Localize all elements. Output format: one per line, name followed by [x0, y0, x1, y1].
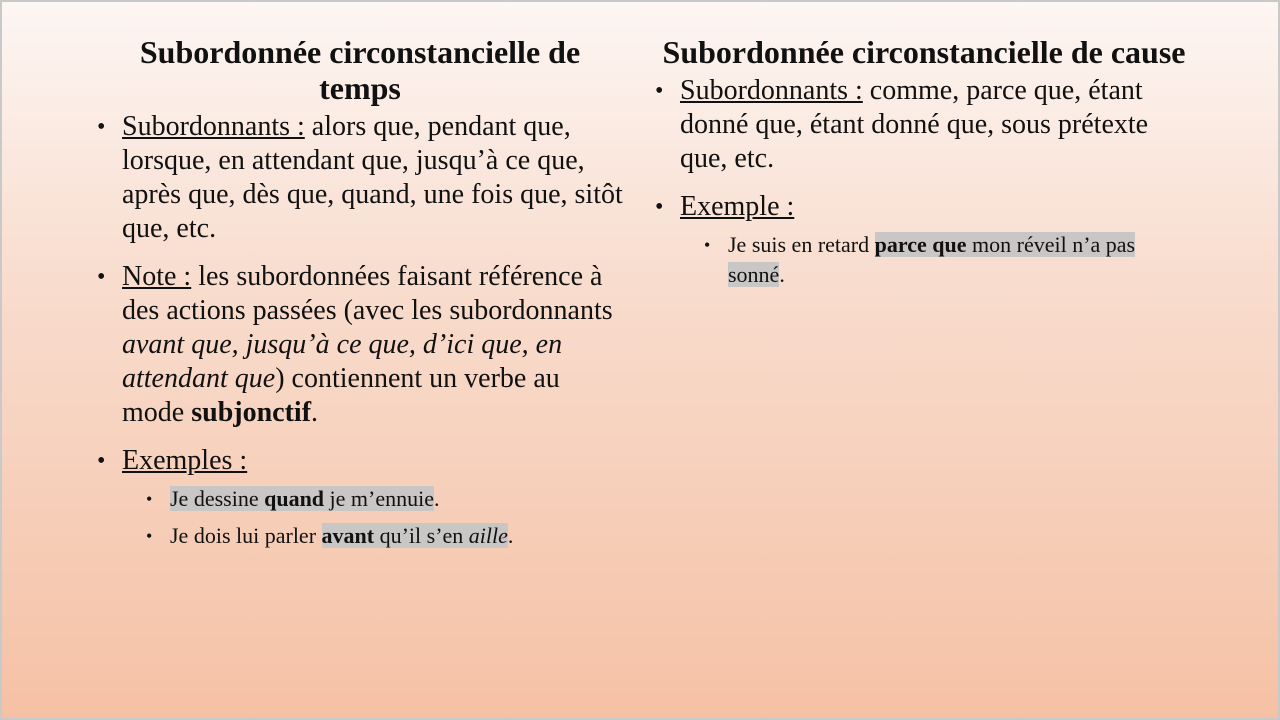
example-italic: aille [468, 523, 508, 548]
subordonnants-label: Subordonnants : [680, 75, 863, 106]
example-item [122, 484, 624, 514]
exemples-label: Exemples : [122, 445, 248, 476]
example-item [680, 230, 1194, 290]
subordonnants-text: comme, parce que, étant donné que, étant donné que, sous prétexte que, etc. [680, 75, 1149, 174]
left-title: Subordonnée circonstancielle de temps [139, 34, 581, 106]
left-examples-list [122, 484, 624, 551]
subordonnants-label: Subordonnants : [122, 111, 305, 142]
example-highlight [322, 523, 508, 548]
right-bullet-list [654, 74, 1194, 290]
example-post: qu’il s’en [374, 523, 469, 548]
right-exemple-item [654, 190, 1194, 290]
right-column [654, 34, 1194, 304]
left-bullet-list [96, 110, 624, 551]
example-end: . [779, 262, 785, 287]
example-keyword: quand [264, 486, 325, 511]
example-keyword: avant [321, 523, 375, 548]
note-italic: avant que, jusqu’à ce que, d’ici que, en attendant que [122, 329, 563, 394]
example-pre: Je dessine [170, 486, 265, 511]
left-subordonnants-item [96, 110, 624, 246]
note-bold: subjonctif [191, 397, 312, 428]
subordonnants-text: alors que, pendant que, lorsque, en attendant que, jusqu’à ce que, après que, dès que, quand, une fois que, sitôt que, etc. [122, 111, 623, 244]
left-note-item [96, 260, 624, 430]
example-pre: Je dois lui parler [170, 523, 322, 548]
right-subordonnants-item [654, 74, 1194, 176]
example-end: . [434, 486, 440, 511]
right-title: Subordonnée circonstancielle de cause [662, 34, 1186, 70]
right-examples-list [680, 230, 1194, 290]
example-highlight [170, 486, 434, 511]
left-column [96, 34, 624, 565]
note-text-2: ) contiennent un verbe au mode [122, 363, 560, 428]
example-keyword: parce que [874, 232, 967, 257]
example-pre: Je suis en retard [728, 232, 875, 257]
example-end: . [507, 523, 514, 548]
left-exemples-item [96, 444, 624, 551]
note-label: Note : [122, 261, 192, 292]
exemple-label: Exemple : [680, 191, 795, 222]
example-post: mon réveil n’a pas sonné [728, 232, 1136, 287]
example-post: je m’ennuie [324, 486, 435, 511]
note-text-1: les subordonnées faisant référence à des actions passées (avec les subordonnants [122, 261, 613, 326]
example-item [122, 521, 624, 551]
note-end: . [311, 397, 319, 428]
